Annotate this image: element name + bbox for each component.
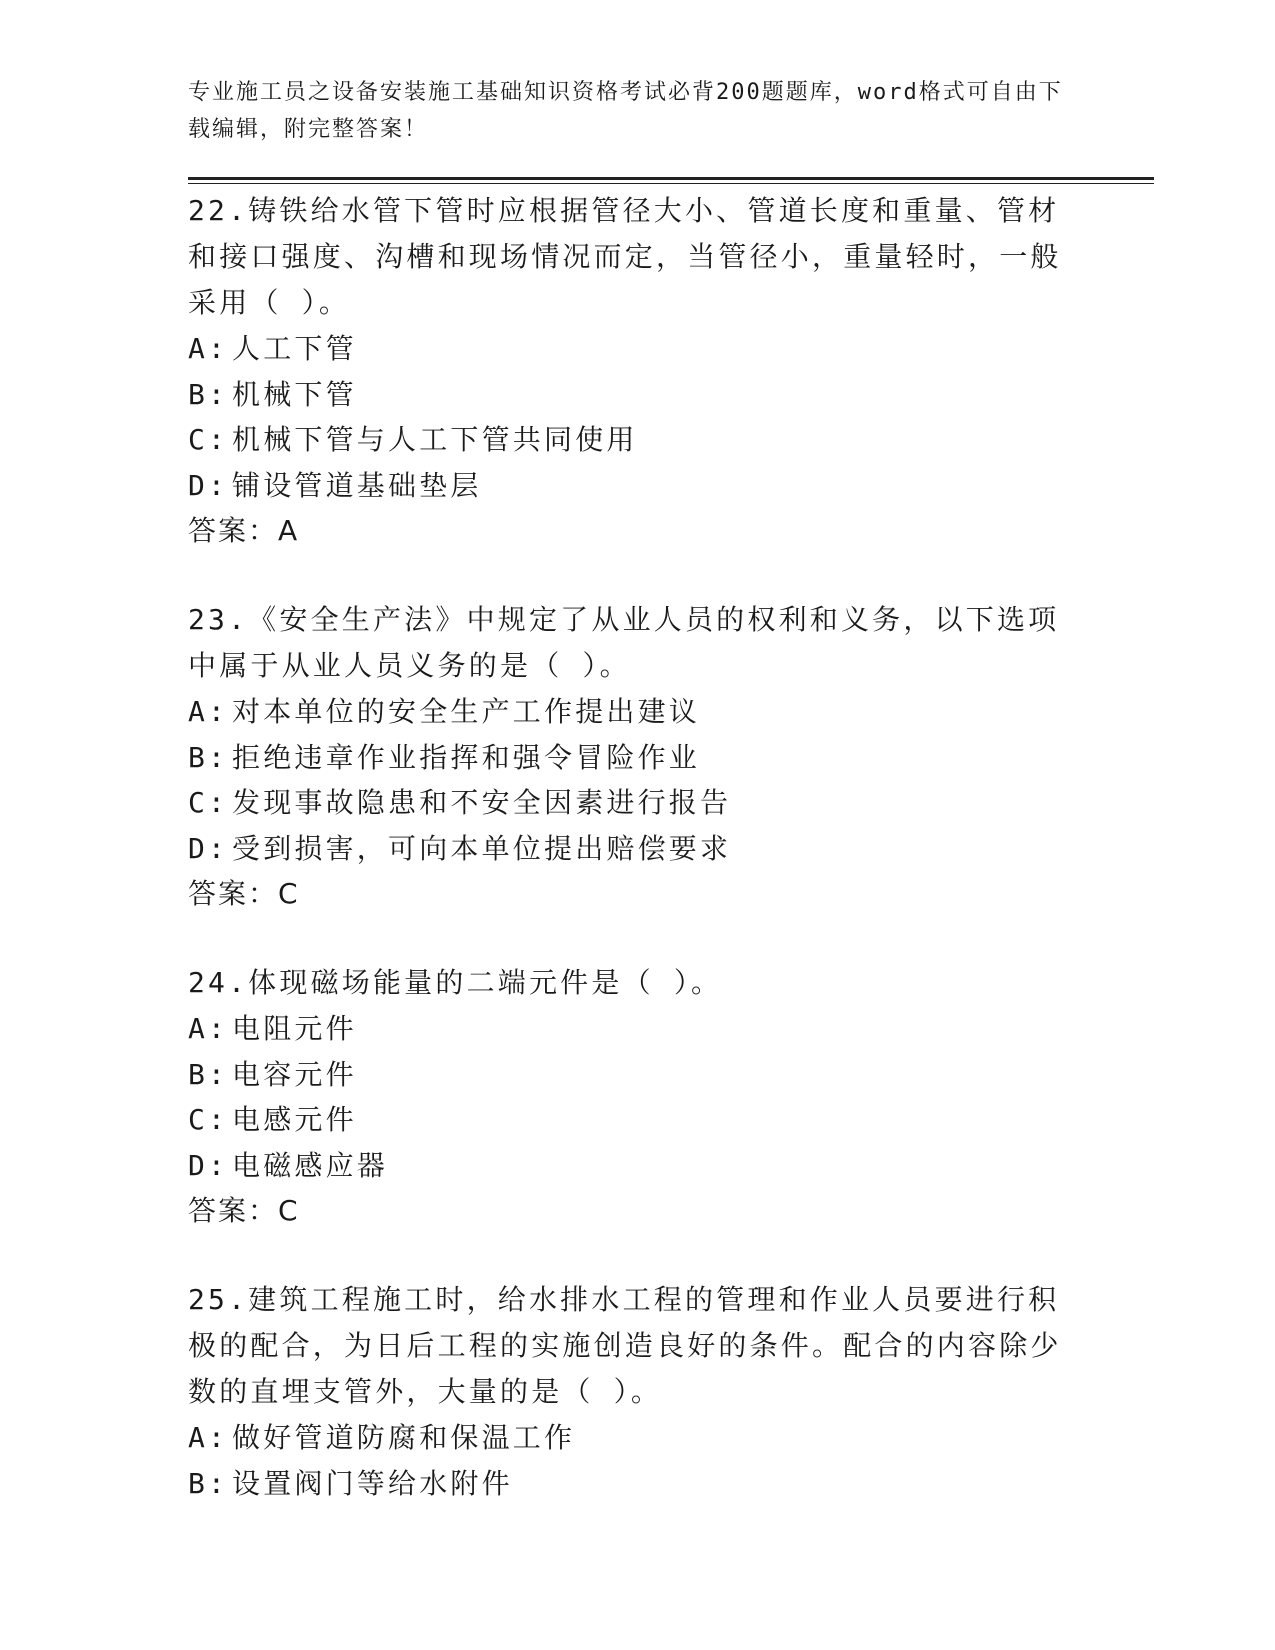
document-header: 专业施工员之设备安装施工基础知识资格考试必背200题题库，word格式可自由下载编辑，附完整答案！ <box>188 80 1063 142</box>
question-stem: 22.铸铁给水管下管时应根据管径大小、管道长度和重量、管材和接口强度、沟槽和现场情况而定，当管径小，重量轻时，一般采用（ ）。 <box>188 194 1062 319</box>
option-letter: A: <box>188 695 229 728</box>
option-b <box>188 1052 1088 1098</box>
option-d <box>188 1143 1088 1189</box>
question-list <box>188 188 1088 1550</box>
option-c <box>188 780 1088 826</box>
option-letter: B: <box>188 377 229 411</box>
option-d <box>188 463 1088 509</box>
question-stem: 23.《安全生产法》中规定了从业人员的权利和义务，以下选项中属于从业人员义务的是（ ）。 <box>188 603 1060 682</box>
option-letter: C: <box>188 786 229 819</box>
option-letter: B: <box>188 1466 229 1500</box>
answer-line: 答案：C <box>188 877 300 910</box>
option-text: 机械下管 <box>232 377 357 411</box>
option-a <box>188 1415 1088 1461</box>
question-stem: 25.建筑工程施工时，给水排水工程的管理和作业人员要进行积极的配合，为日后工程的实施创造良好的条件。配合的内容除少数的直埋支管外，大量的是（ ）。 <box>188 1283 1062 1408</box>
question-25 <box>188 1277 1088 1506</box>
option-text: 铺设管道基础垫层 <box>232 468 482 502</box>
option-text: 电阻元件 <box>232 1012 357 1045</box>
option-a <box>188 326 1088 372</box>
option-text: 电磁感应器 <box>232 1148 389 1182</box>
option-text: 拒绝违章作业指挥和强令冒险作业 <box>232 740 701 774</box>
option-letter: A: <box>188 1421 229 1454</box>
option-letter: B: <box>188 740 229 774</box>
option-letter: B: <box>188 1057 229 1091</box>
option-letter: A: <box>188 1012 229 1045</box>
option-text: 人工下管 <box>232 332 357 365</box>
option-text: 机械下管与人工下管共同使用 <box>232 423 638 456</box>
option-c <box>188 1097 1088 1143</box>
header-rule-thick <box>188 177 1154 180</box>
option-letter: D: <box>188 468 229 502</box>
option-text: 受到损害，可向本单位提出赔偿要求 <box>232 831 732 865</box>
option-letter: C: <box>188 1103 229 1136</box>
option-text: 发现事故隐患和不安全因素进行报告 <box>232 786 732 819</box>
option-text: 电容元件 <box>232 1057 357 1091</box>
option-text: 电感元件 <box>232 1103 357 1136</box>
question-stem: 24.体现磁场能量的二端元件是（ ）。 <box>188 966 723 999</box>
option-b <box>188 372 1088 418</box>
option-text: 对本单位的安全生产工作提出建议 <box>232 695 701 728</box>
question-22 <box>188 188 1088 553</box>
option-letter: D: <box>188 1148 229 1182</box>
question-23 <box>188 597 1088 916</box>
option-letter: C: <box>188 423 229 456</box>
answer-line: 答案：C <box>188 1194 300 1227</box>
option-c <box>188 417 1088 463</box>
answer-line: 答案：A <box>188 514 300 547</box>
option-d <box>188 826 1088 872</box>
question-24 <box>188 960 1088 1233</box>
option-b <box>188 1461 1088 1507</box>
header-rule-thin <box>188 183 1154 184</box>
option-a <box>188 689 1088 735</box>
option-text: 设置阀门等给水附件 <box>232 1466 513 1500</box>
option-text: 做好管道防腐和保温工作 <box>232 1421 576 1454</box>
option-letter: A: <box>188 332 229 365</box>
option-b <box>188 735 1088 781</box>
option-letter: D: <box>188 831 229 865</box>
option-a <box>188 1006 1088 1052</box>
